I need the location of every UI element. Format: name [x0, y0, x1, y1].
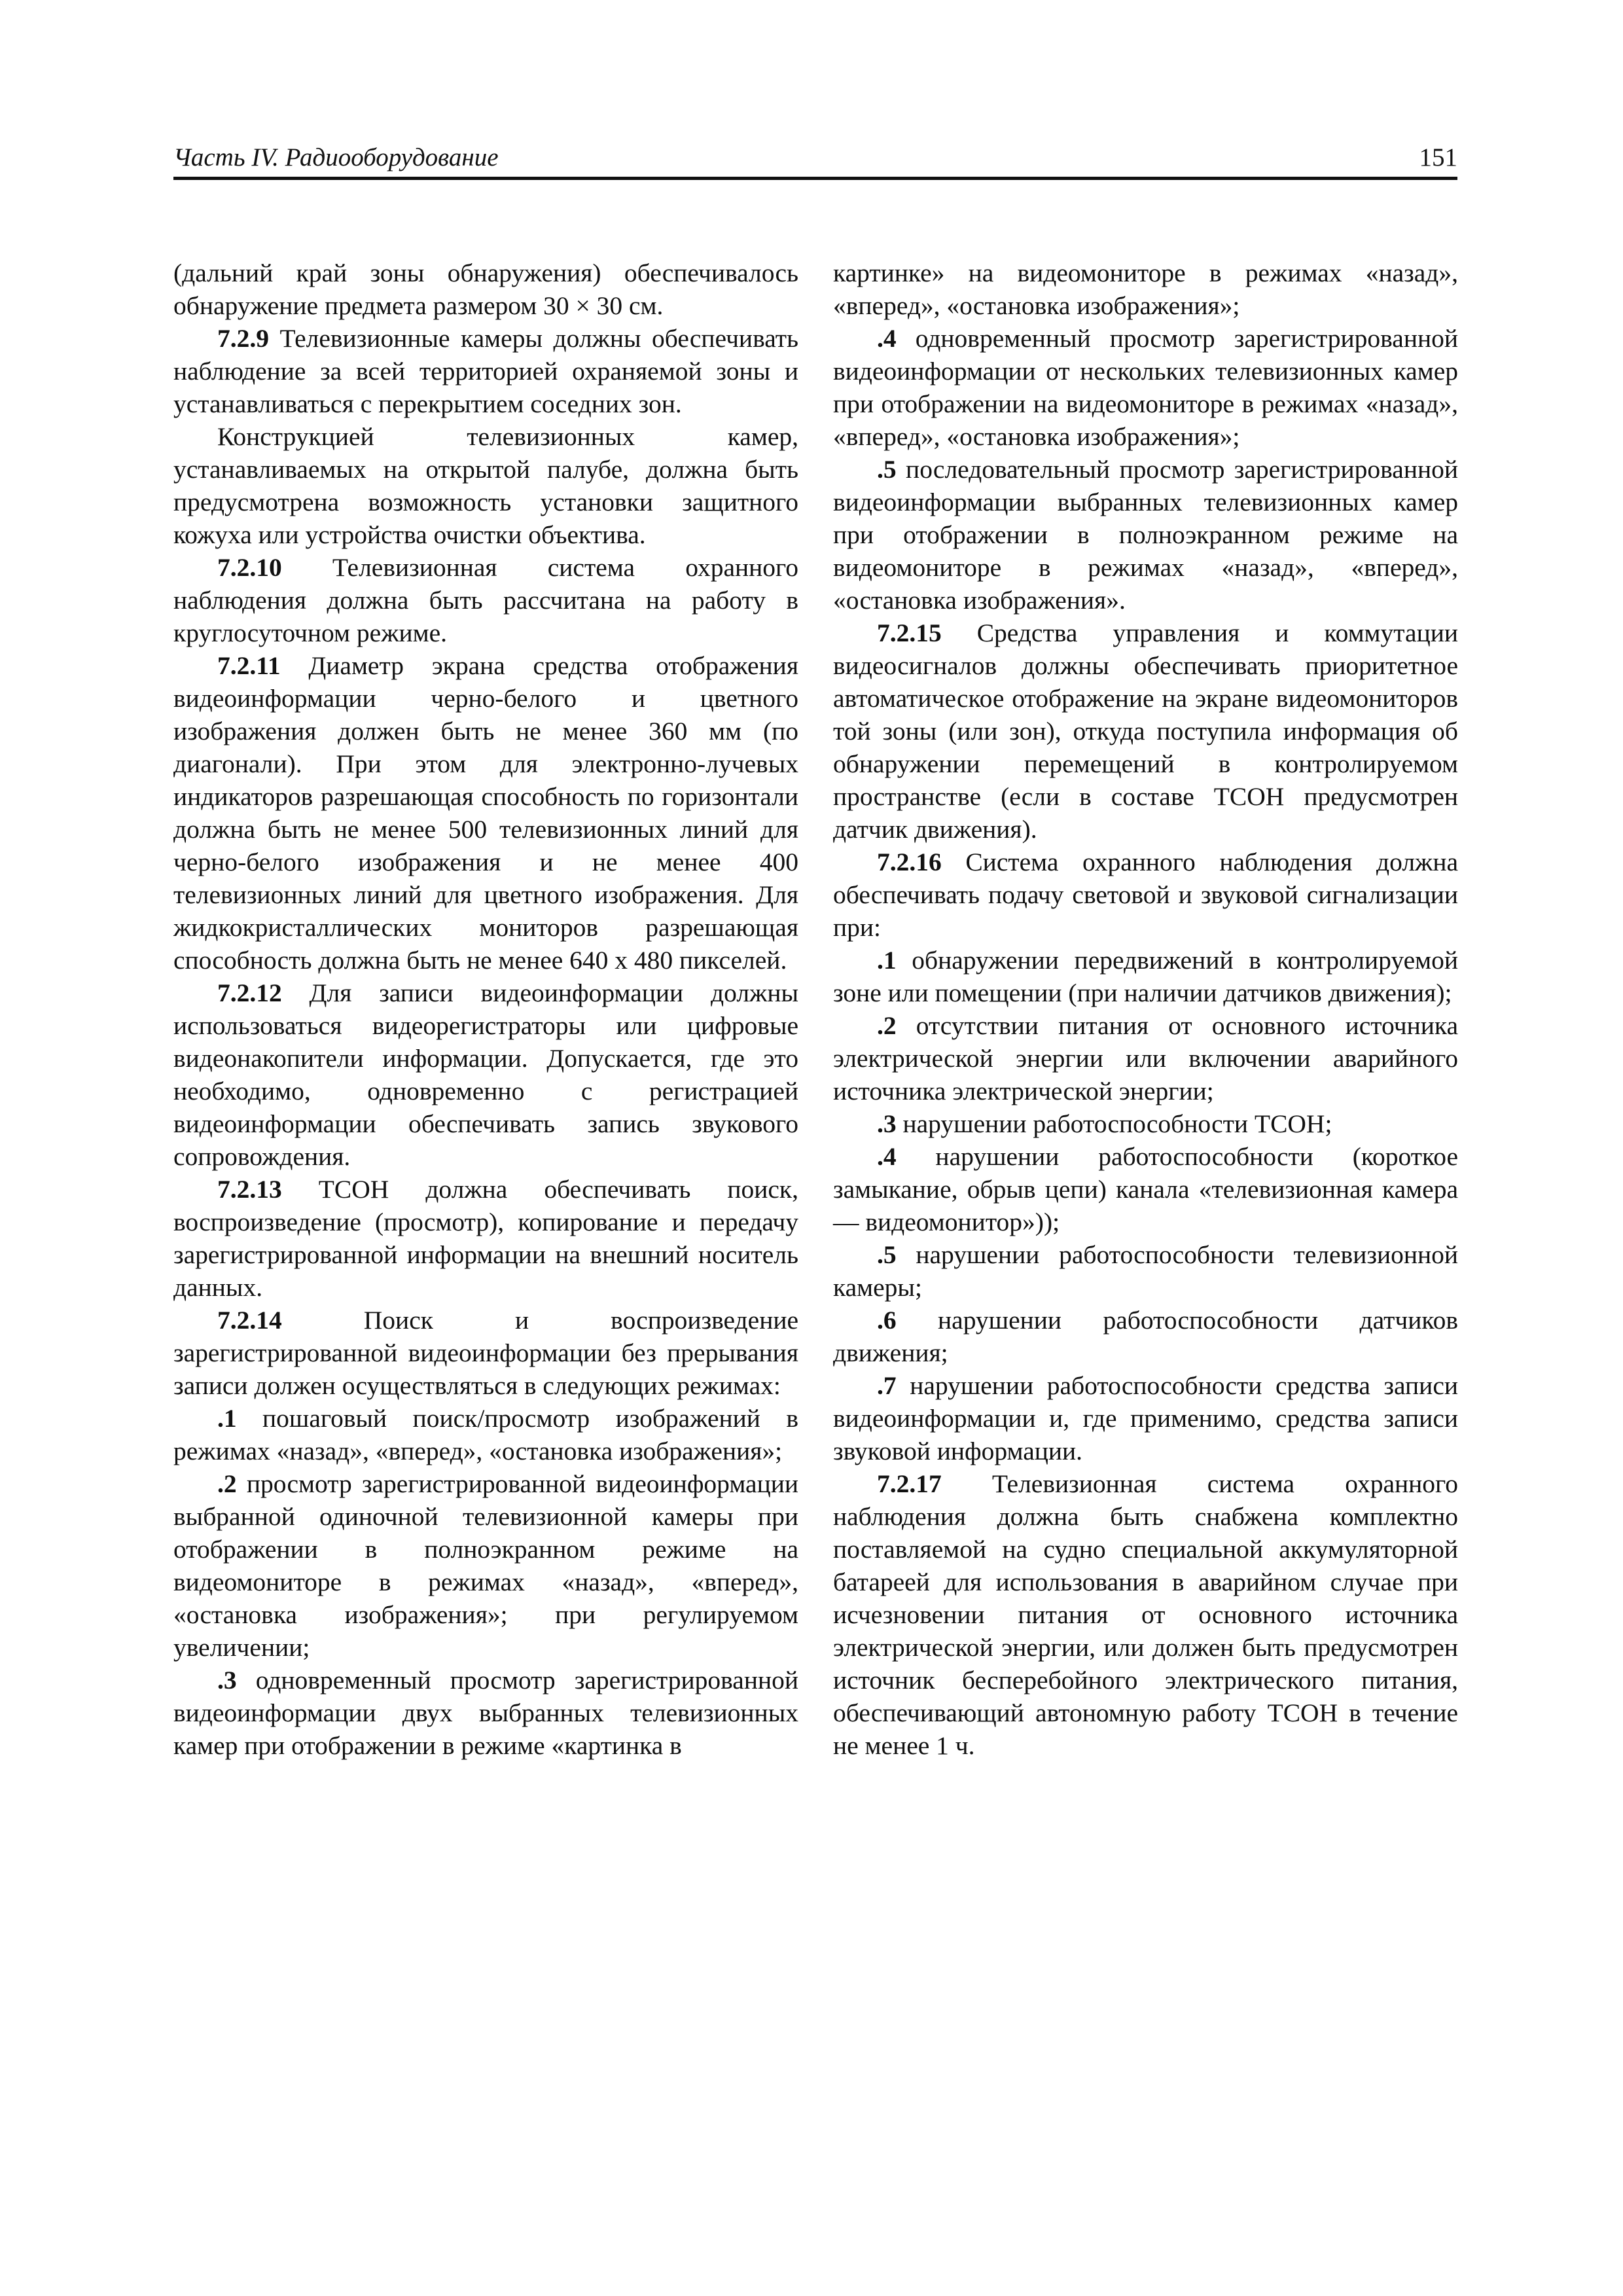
clause-number: .4	[877, 324, 897, 353]
paragraph-text: Телевизионная система охранного наблюдения должна быть снабжена комплектно поставляемой на судно специальной аккумуляторной батареей для использования в аварийном случае при исчезновении питания от основного источника электрической энергии, или должен быть предусмотрен источник бесперебойного электрического питания, обеспечивающий автономную работу ТСОН в течение не менее 1 ч.	[833, 1469, 1458, 1760]
paragraph	[173, 1467, 798, 1664]
paragraph	[173, 420, 798, 551]
paragraph	[833, 1467, 1458, 1762]
paragraph-text: отсутствии питания от основного источника электрической энергии или включении аварийного источника электрической энергии;	[833, 1011, 1458, 1105]
paragraph	[173, 977, 798, 1173]
paragraph	[173, 1664, 798, 1762]
paragraph-text: пошаговый поиск/просмотр изображений в режимах «назад», «вперед», «остановка изображения»;	[173, 1404, 798, 1465]
paragraph-text: просмотр зарегистрированной видеоинформации выбранной одиночной телевизионной камеры при отображении в полноэкранном режиме на видеомониторе в режимах «назад», «вперед», «остановка изображения»; при регулируемом увеличении;	[173, 1469, 798, 1662]
paragraph-text: Телевизионные камеры должны обеспечивать наблюдение за всей территорией охраняемой зоны и устанавливаться с перекрытием соседних зон.	[173, 324, 798, 418]
paragraph	[173, 551, 798, 649]
paragraph	[833, 1238, 1458, 1304]
paragraph-text: Поиск и воспроизведение зарегистрированной видеоинформации без прерывания записи должен осуществляться в следующих режимах:	[173, 1306, 798, 1400]
paragraph	[833, 257, 1458, 322]
clause-number: .5	[877, 455, 897, 484]
paragraph-text: Конструкцией телевизионных камер, устанавливаемых на открытой палубе, должна быть предусмотрена возможность установки защитного кожуха или устройства очистки объектива.	[173, 422, 798, 549]
paragraph	[833, 944, 1458, 1009]
clause-number: 7.2.9	[217, 324, 269, 353]
paragraph-text: последовательный просмотр зарегистрированной видеоинформации выбранных телевизионных камер при отображении в полноэкранном режиме на видеомониторе в режимах «назад», «вперед», «остановка изображения».	[833, 455, 1458, 615]
paragraph-text: Система охранного наблюдения должна обеспечивать подачу световой и звуковой сигнализации при:	[833, 848, 1458, 942]
clause-number: .3	[877, 1109, 897, 1138]
clause-number: 7.2.16	[877, 848, 942, 876]
clause-number: 7.2.17	[877, 1469, 942, 1498]
paragraph	[173, 322, 798, 420]
clause-number: 7.2.14	[217, 1306, 282, 1335]
paragraph-text: нарушении работоспособности датчиков движения;	[833, 1306, 1458, 1367]
page-number: 151	[1419, 143, 1457, 171]
clause-number: 7.2.13	[217, 1175, 282, 1204]
paragraph-text: ТСОН должна обеспечивать поиск, воспроизведение (просмотр), копирование и передачу зарегистрированной информации на внешний носитель данных.	[173, 1175, 798, 1302]
clause-number: .1	[217, 1404, 237, 1433]
clause-number: .3	[217, 1666, 237, 1695]
paragraph-text: картинке» на видеомониторе в режимах «назад», «вперед», «остановка изображения»;	[833, 259, 1458, 320]
clause-number: .4	[877, 1142, 897, 1171]
paragraph	[833, 1009, 1458, 1107]
header-rule	[173, 177, 1457, 180]
clause-number: 7.2.10	[217, 553, 282, 582]
paragraph-text: (дальний край зоны обнаружения) обеспечивалось обнаружение предмета размером 30 × 30 см.	[173, 259, 798, 320]
clause-number: .2	[217, 1469, 237, 1498]
paragraph-text: Средства управления и коммутации видеосигналов должны обеспечивать приоритетное автоматическое отображение на экране видеомониторов той зоны (или зон), откуда поступила информация об обнаружении перемещений в контролируемом пространстве (если в составе ТСОН предусмотрен датчик движения).	[833, 619, 1458, 844]
clause-number: .1	[877, 946, 897, 975]
paragraph-text: нарушении работоспособности телевизионной камеры;	[833, 1240, 1458, 1302]
paragraph-text: нарушении работоспособности ТСОН;	[896, 1109, 1332, 1138]
clause-number: 7.2.12	[217, 978, 282, 1007]
clause-number: .7	[877, 1371, 897, 1400]
clause-number: .5	[877, 1240, 897, 1269]
paragraph-text: нарушении работоспособности средства записи видеоинформации и, где применимо, средства записи звуковой информации.	[833, 1371, 1458, 1465]
paragraph	[833, 617, 1458, 846]
clause-number: 7.2.15	[877, 619, 942, 647]
paragraph	[833, 453, 1458, 617]
paragraph-text: нарушении работоспособности (короткое замыкание, обрыв цепи) канала «телевизионная камера — видеомонитор»));	[833, 1142, 1458, 1236]
paragraph	[833, 1107, 1458, 1140]
clause-number: .2	[877, 1011, 897, 1040]
header-title: Часть IV. Радиооборудование	[173, 143, 499, 171]
paragraph-text: обнаружении передвижений в контролируемой зоне или помещении (при наличии датчиков движения);	[833, 946, 1458, 1007]
paragraph-text: одновременный просмотр зарегистрированной видеоинформации двух выбранных телевизионных камер при отображении в режиме «картинка в	[173, 1666, 798, 1760]
paragraph	[833, 322, 1458, 453]
paragraph	[833, 846, 1458, 944]
paragraph	[173, 257, 798, 322]
right-column	[833, 257, 1458, 1762]
clause-number: 7.2.11	[217, 651, 281, 680]
clause-number: .6	[877, 1306, 897, 1335]
paragraph-text: одновременный просмотр зарегистрированной видеоинформации от нескольких телевизионных камер при отображении на видеомониторе в режимах «назад», «вперед», «остановка изображения»;	[833, 324, 1458, 451]
paragraph	[173, 1304, 798, 1402]
paragraph	[833, 1140, 1458, 1238]
paragraph-text: Телевизионная система охранного наблюдения должна быть рассчитана на работу в круглосуточном режиме.	[173, 553, 798, 647]
paragraph	[173, 649, 798, 977]
paragraph	[173, 1402, 798, 1467]
paragraph-text: Диаметр экрана средства отображения видеоинформации черно-белого и цветного изображения должен быть не менее 360 мм (по диагонали). При этом для электронно-лучевых индикаторов разрешающая способность по горизонтали должна быть не менее 500 телевизионных линий для черно-белого изображения и не менее 400 телевизионных линий для цветного изображения. Для жидкокристаллических мониторов разрешающая способность должна быть не менее 640 x 480 пикселей.	[173, 651, 798, 975]
paragraph	[833, 1369, 1458, 1467]
running-header	[173, 143, 1457, 182]
paragraph	[173, 1173, 798, 1304]
left-column	[173, 257, 798, 1762]
paragraph	[833, 1304, 1458, 1369]
paragraph-text: Для записи видеоинформации должны использоваться видеорегистраторы или цифровые видеонакопители информации. Допускается, где это необходимо, одновременно с регистрацией видеоинформации обеспечивать запись звукового сопровождения.	[173, 978, 798, 1171]
